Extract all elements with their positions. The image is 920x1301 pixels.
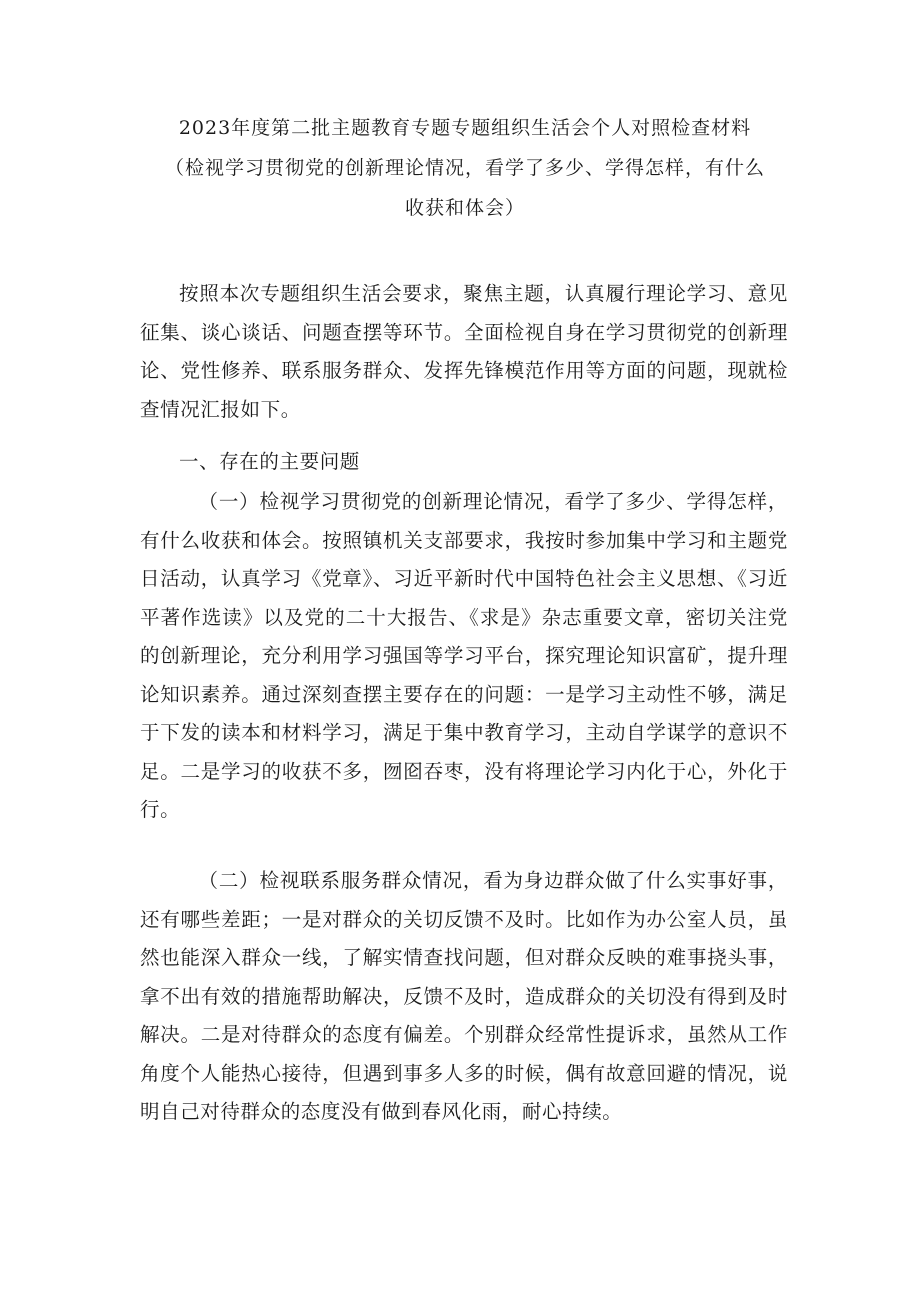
document-title: 2023年度第二批主题教育专题专题组织生活会个人对照检查材料（检视学习贯彻党的创新理论情况，看学了多少、学得怎样，有什么收获和体会） <box>164 117 765 219</box>
item-two-paragraph: （二）检视联系服务群众情况，看为身边群众做了什么实事好事，还有哪些差距；一是对群众的关切反馈不及时。比如作为办公室人员，虽然也能深入群众一线，了解实情查找问题，但对群众反映的难事挠头事，拿不出有效的措施帮助解决，反馈不及时，造成群众的关切没有得到及时解决。二是对待群众的态度有偏差。个别群众经常性提诉求，虽然从工作角度个人能热心接待，但遇到事多人多的时候，偶有故意回避的情况，说明自己对待群众的态度没有做到春风化雨，耐心持续。 <box>140 869 788 1123</box>
intro-paragraph: 按照本次专题组织生活会要求，聚焦主题，认真履行理论学习、意见征集、谈心谈话、问题查摆等环节。全面检视自身在学习贯彻党的创新理论、党性修养、联系服务群众、发挥先锋模范作用等方面的问题，现就检查情况汇报如下。 <box>140 282 788 421</box>
item-one-paragraph: （一）检视学习贯彻党的创新理论情况，看学了多少、学得怎样，有什么收获和体会。按照镇机关支部要求，我按时参加集中学习和主题党日活动，认真学习《党章》、习近平新时代中国特色社会主义思想、《习近平著作选读》以及党的二十大报告、《求是》杂志重要文章，密切关注党的创新理论，充分利用学习强国等学习平台，探究理论知识富矿，提升理论知识素养。通过深刻查摆主要存在的问题：一是学习主动性不够，满足于下发的读本和材料学习，满足于集中教育学习，主动自学谋学的意识不足。二是学习的收获不多，囫囵吞枣，没有将理论学习内化于心，外化于行。 <box>140 490 788 821</box>
section-heading: 一、存在的主要问题 <box>179 450 360 473</box>
